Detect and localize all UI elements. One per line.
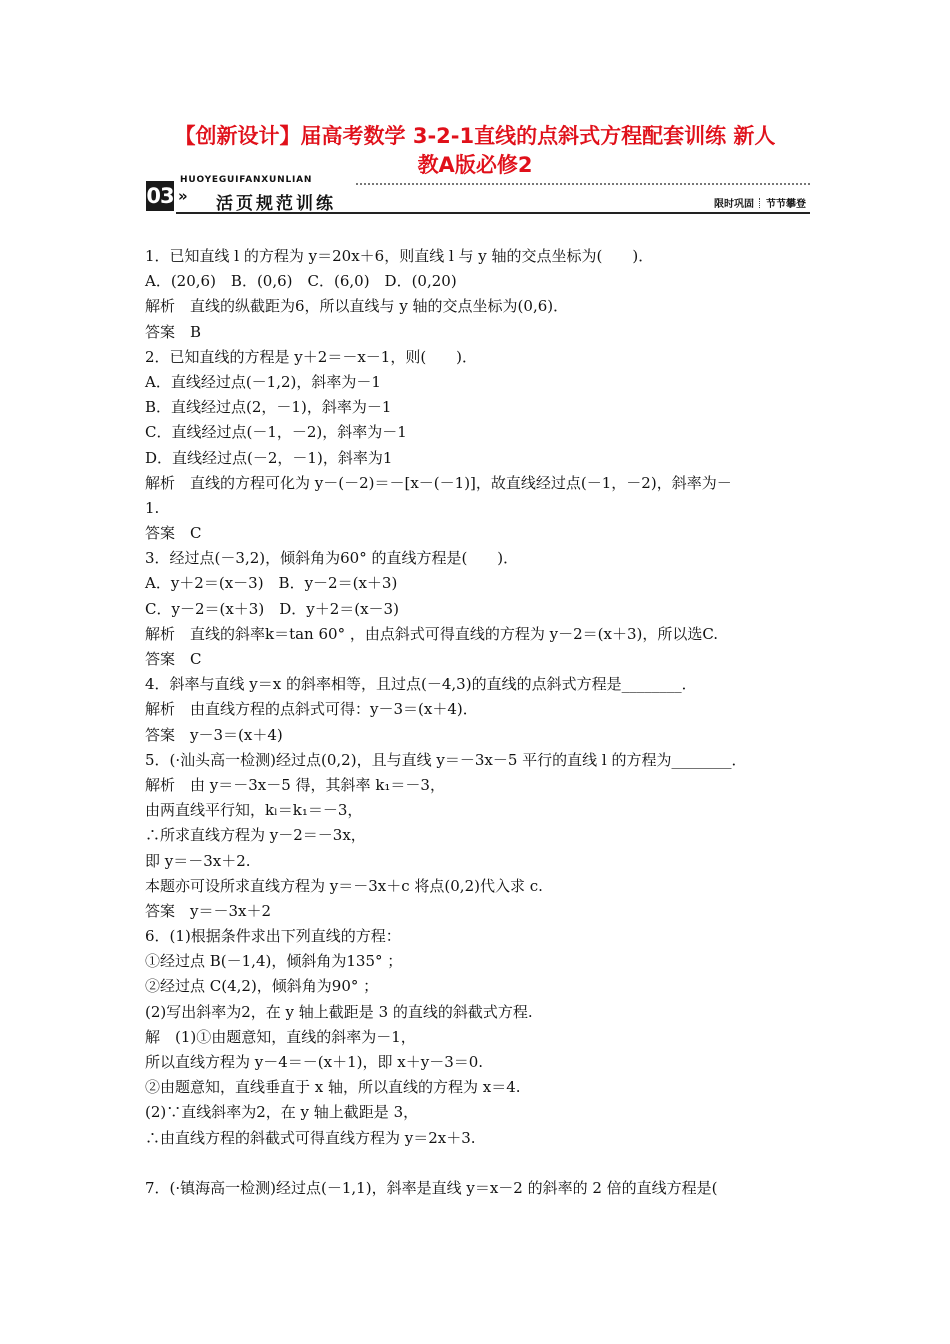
text-line: A．(20,6) B．(0,6) C．(6,0) D．(0,20) — [145, 272, 457, 291]
blank-spacer — [145, 1151, 815, 1176]
text-line: B．直线经过点(2，－1)，斜率为－1 — [145, 398, 392, 417]
text-line: ∴所求直线方程为 y－2＝－3x， — [145, 826, 366, 845]
text-line: 答案 C — [145, 650, 202, 668]
text-line: 2．已知直线的方程是 y＋2＝－x－1，则( )． — [145, 347, 478, 366]
exercise-content — [145, 244, 815, 1201]
text-line: 答案 y＝－3x＋2 — [145, 901, 272, 920]
section-number: 03 — [146, 181, 174, 211]
text-line: ∴由直线方程的斜截式可得直线方程为 y＝2x＋3. — [145, 1128, 476, 1147]
tagline-separator — [759, 198, 761, 208]
text-line: 6．(1)根据条件求出下列直线的方程： — [145, 927, 401, 946]
title-line-1: 【创新设计】届高考数学 3-2-1直线的点斜式方程配套训练 新人 — [174, 124, 776, 148]
document-title — [80, 122, 870, 180]
text-line: (2)∵直线斜率为2，在 y 轴上截距是 3， — [145, 1103, 419, 1122]
solid-rule — [176, 212, 810, 214]
text-line: 答案 C — [145, 524, 202, 543]
section-banner — [146, 175, 810, 215]
text-line: 解析 直线的方程可化为 y－(－2)＝－[x－(－1)]，故直线经过点(－1，－2)，斜率为－ — [145, 473, 732, 492]
text-line: 所以直线方程为 y－4＝－(x＋1)，即 x＋y－3＝0. — [145, 1053, 484, 1071]
text-line: 本题亦可设所求直线方程为 y＝－3x＋c 将点(0,2)代入求 c. — [145, 876, 543, 895]
text-line: ①经过点 B(－1,4)，倾斜角为135° ； — [145, 952, 403, 971]
section-tagline — [714, 195, 806, 210]
text-line: 解 (1)①由题意知，直线的斜率为－1， — [145, 1027, 416, 1046]
text-line: 由两直线平行知，kₗ＝k₁＝－3， — [145, 801, 363, 820]
text-line: 3．经过点(－3,2)，倾斜角为60° 的直线方程是( )． — [145, 549, 519, 568]
text-line: 答案 B — [145, 322, 202, 341]
title-line-2: 教A版必修2 — [417, 153, 533, 177]
text-line: 解析 直线的斜率k＝tan 60° ，由点斜式可得直线的方程为 y－2＝(x＋3)，所以选C. — [145, 624, 719, 643]
text-line: ②经过点 C(4,2)，倾斜角为90° ； — [145, 977, 379, 996]
text-line: 7．(·镇海高一检测)经过点(－1,1)，斜率是直线 y＝x－2 的斜率的 2 倍的直线方程是( — [145, 1178, 718, 1197]
text-line: ②由题意知，直线垂直于 x 轴，所以直线的方程为 x＝4. — [145, 1078, 521, 1097]
text-line: 解析 由 y＝－3x－5 得，其斜率 k₁＝－3， — [145, 775, 445, 794]
dotted-rule — [356, 183, 810, 185]
section-heading: 活页规范训练 — [216, 194, 336, 214]
text-line: 1. — [145, 498, 160, 517]
section-pinyin: HUOYEGUIFANXUNLIAN — [180, 175, 313, 185]
text-line: C．y－2＝(x＋3) D．y＋2＝(x－3) — [145, 599, 399, 618]
text-line: (2)写出斜率为2，在 y 轴上截距是 3 的直线的斜截式方程. — [145, 1002, 533, 1021]
tagline-right: 节节攀登 — [766, 199, 806, 210]
text-line: 解析 直线的纵截距为6，所以直线与 y 轴的交点坐标为(0,6)． — [145, 297, 569, 316]
text-line: 答案 y－3＝(x＋4) — [145, 725, 283, 744]
text-line: C．直线经过点(－1，－2)，斜率为－1 — [145, 423, 407, 442]
text-line: A．直线经过点(－1,2)，斜率为－1 — [145, 372, 381, 391]
double-chevron-icon: » — [178, 187, 188, 205]
tagline-left: 限时巩固 — [714, 199, 754, 210]
text-line: 即 y＝－3x＋2. — [145, 851, 251, 870]
text-line: 1．已知直线 l 的方程为 y＝20x＋6，则直线 l 与 y 轴的交点坐标为( )． — [145, 247, 654, 265]
text-line: 解析 由直线方程的点斜式可得：y－3＝(x＋4)． — [145, 700, 478, 719]
text-line: D．直线经过点(－2，－1)，斜率为1 — [145, 448, 393, 467]
text-line: 4．斜率与直线 y＝x 的斜率相等，且过点(－4,3)的直线的点斜式方程是________． — [145, 675, 697, 694]
text-line: 5．(·汕头高一检测)经过点(0,2)，且与直线 y＝－3x－5 平行的直线 l 的方程为________． — [145, 750, 747, 769]
text-line: A．y＋2＝(x－3) B．y－2＝(x＋3) — [145, 574, 398, 593]
